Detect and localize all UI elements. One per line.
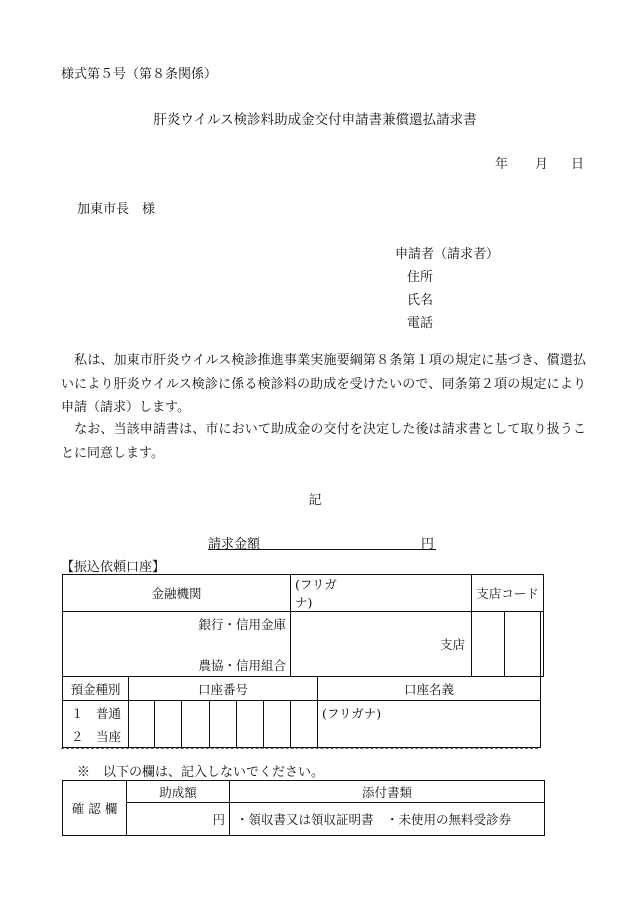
account-number-digit-6[interactable] bbox=[264, 701, 291, 748]
attachments-value: ・領収書又は領収証明書 ・未使用の無料受診券 bbox=[236, 812, 512, 827]
col-account-holder: 口座名義 bbox=[318, 677, 541, 701]
body-paragraph-1 bbox=[61, 349, 586, 420]
account-number-digit-1[interactable] bbox=[129, 701, 155, 748]
subsidy-yen: 円 bbox=[212, 812, 225, 827]
address-label: 住所 bbox=[407, 270, 434, 285]
account-heading: 【振込依頼口座】 bbox=[61, 560, 166, 575]
branch-code-box-3[interactable] bbox=[541, 612, 544, 677]
office-table bbox=[62, 780, 545, 836]
addressee: 加東市長 様 bbox=[77, 202, 156, 217]
bank-type-cell[interactable] bbox=[63, 612, 291, 677]
claim-amount-label: 請求金額 bbox=[208, 537, 261, 552]
office-note: ※ 以下の欄は、記入しないでください。 bbox=[77, 765, 325, 780]
col-furigana: (フリガナ) bbox=[291, 575, 345, 612]
branch-code-box-1[interactable] bbox=[472, 612, 505, 677]
branch-cell[interactable] bbox=[291, 612, 472, 677]
account-table bbox=[62, 574, 544, 748]
account-number-digit-7[interactable] bbox=[291, 701, 318, 748]
col-account-number: 口座番号 bbox=[129, 677, 318, 701]
account-number-digit-5[interactable] bbox=[237, 701, 264, 748]
bank-type-1: 銀行・信用金庫 bbox=[198, 617, 287, 632]
name-label: 氏名 bbox=[407, 293, 434, 308]
phone-label: 電話 bbox=[407, 316, 434, 331]
subsidy-amount-cell bbox=[127, 803, 230, 836]
account-number-digit-4[interactable] bbox=[210, 701, 237, 748]
claim-amount-underline bbox=[208, 549, 436, 550]
cut-line bbox=[61, 748, 538, 749]
applicant-heading: 申請者（請求者） bbox=[395, 247, 500, 262]
account-number-digit-2[interactable] bbox=[155, 701, 182, 748]
holder-furigana: (フリガナ) bbox=[322, 706, 382, 721]
body-paragraph-1-text: 私は、加東市肝炎ウイルス検診推進事業実施要綱第８条第１項の規定に基づき、償還払いにより肝炎ウイルス検診に係る検診料の助成を受けたいので、同条第２項の規定により申請（請求）します。 bbox=[61, 353, 586, 415]
col-subsidy: 助成額 bbox=[127, 781, 230, 803]
branch-code-box-2[interactable] bbox=[505, 612, 541, 677]
body-paragraph-2 bbox=[61, 418, 586, 465]
account-holder-cell[interactable] bbox=[318, 701, 541, 748]
claim-amount-unit: 円 bbox=[421, 537, 435, 552]
deposit-option-2: ２ 当座 bbox=[71, 729, 122, 744]
year-label: 年 bbox=[495, 157, 509, 172]
form-number: 様式第５号（第８条関係） bbox=[61, 67, 218, 82]
ki-heading: 記 bbox=[308, 493, 322, 508]
account-number-digit-3[interactable] bbox=[182, 701, 210, 748]
bank-type-2: 農協・信用組合 bbox=[198, 658, 287, 673]
col-attachments: 添付書類 bbox=[230, 781, 545, 803]
col-branch-code: 支店コード bbox=[472, 575, 544, 612]
col-furigana-spacer bbox=[345, 575, 472, 612]
page-title: 肝炎ウイルス検診料助成金交付申請書兼償還払請求書 bbox=[153, 112, 477, 128]
month-label: 月 bbox=[535, 157, 549, 172]
col-institution: 金融機関 bbox=[63, 575, 291, 612]
deposit-type-cell[interactable] bbox=[63, 701, 129, 748]
deposit-option-1: １ 普通 bbox=[71, 706, 122, 721]
day-label: 日 bbox=[571, 157, 585, 172]
body-paragraph-2-text: なお、当該申請書は、市において助成金の交付を決定した後は請求書として取り扱うことに同意します。 bbox=[61, 422, 586, 461]
branch-label: 支店 bbox=[440, 637, 466, 652]
attachments-cell bbox=[230, 803, 545, 836]
confirm-label: 確 認 欄 bbox=[63, 781, 127, 836]
col-deposit-type: 預金種別 bbox=[63, 677, 129, 701]
